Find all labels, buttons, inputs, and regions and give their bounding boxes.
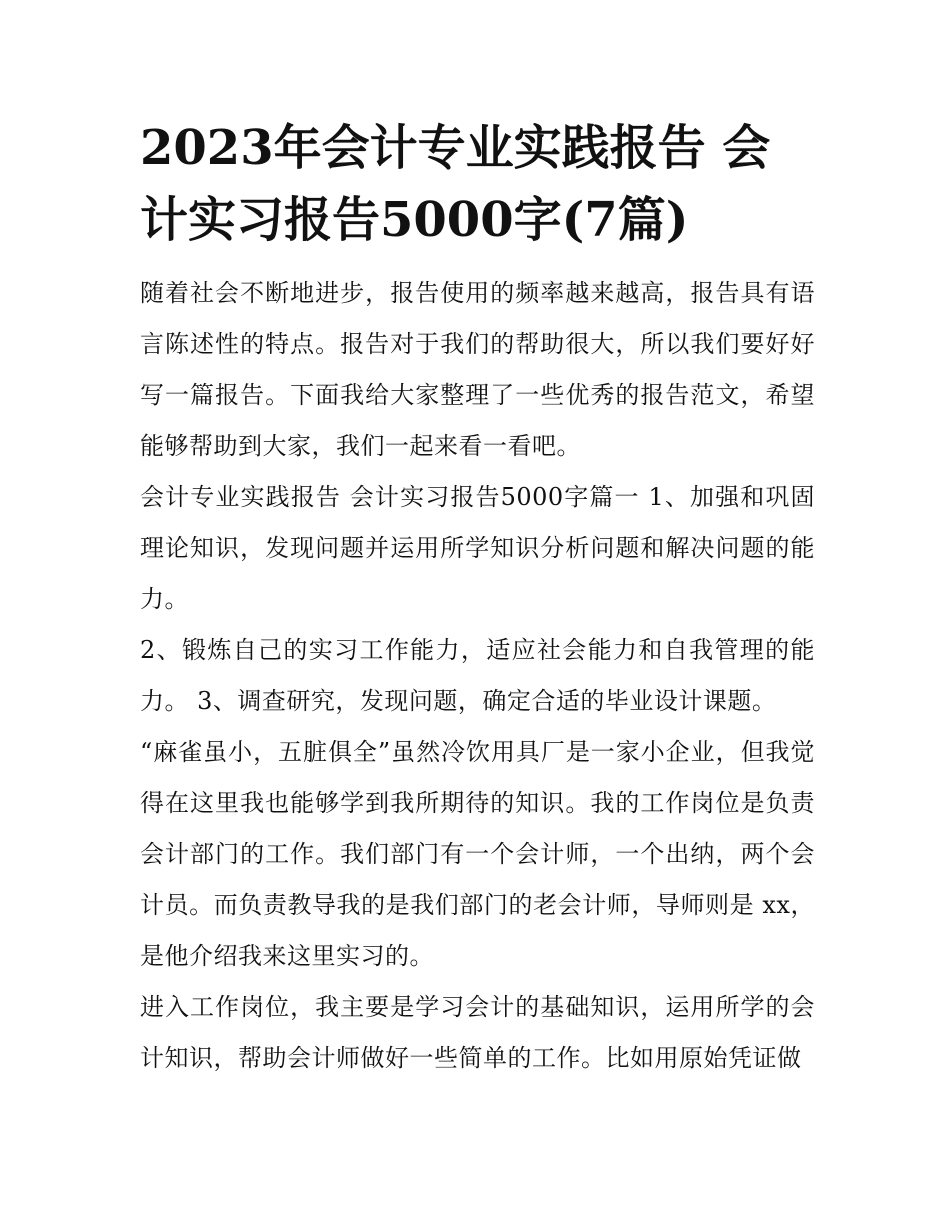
body-paragraph-3: “麻雀虽小，五脏俱全”虽然冷饮用具厂是一家小企业，但我觉得在这里我也能够学到我所期待的知识。我的工作岗位是负责会计部门的工作。我们部门有一个会计师，一个出纳，两个会计员。而负责教导我的是我们部门的老会计师，导师则是 xx，是他介绍我来这里实习的。 [140, 738, 815, 970]
intro-paragraph: 随着社会不断地进步，报告使用的频率越来越高，报告具有语言陈述性的特点。报告对于我们的帮助很大，所以我们要好好写一篇报告。下面我给大家整理了一些优秀的报告范文，希望能够帮助到大家，我们一起来看一看吧。 [140, 279, 815, 460]
document-title: 2023年会计专业实践报告 会计实习报告5000字(7篇) [140, 120, 771, 248]
body-paragraph-2: 2、锻炼自己的实习工作能力，适应社会能力和自我管理的能力。 3、调查研究，发现问题，确定合适的毕业设计课题。 [140, 636, 815, 715]
document-page [140, 112, 815, 1084]
body-paragraph-1: 会计专业实践报告 会计实习报告5000字篇一 1、加强和巩固理论知识，发现问题并运用所学知识分析问题和解决问题的能力。 [140, 483, 815, 613]
body-paragraph-4: 进入工作岗位，我主要是学习会计的基础知识，运用所学的会计知识，帮助会计师做好一些简单的工作。比如用原始凭证做 [140, 993, 815, 1072]
